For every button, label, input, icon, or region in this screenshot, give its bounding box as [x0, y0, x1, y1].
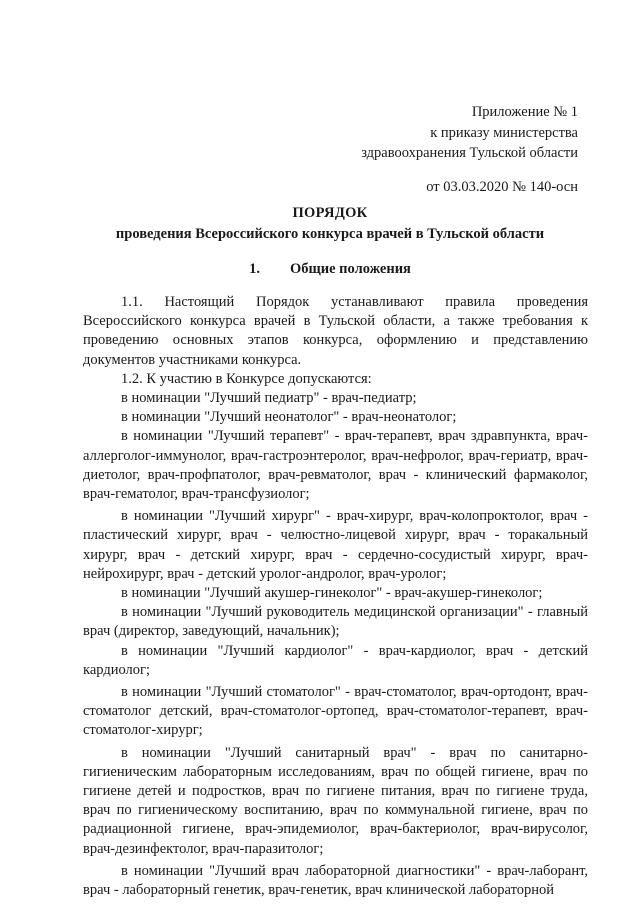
paragraph: в номинации "Лучший хирург" - врач-хирург, врач-колопроктолог, врач - пластический хирург, врач - челюстно-лицевой хирург, врач - торакальный хирург, врач - детский хирург, врач - сердечно-сосудистый хирург, врач-нейрохирург, врач - детский уролог-андролог, врач-уролог; [83, 508, 588, 582]
paragraph: в номинации "Лучший руководитель медицинской организации" - главный врач (директор, заведующий, начальник); [83, 604, 588, 640]
section-title: Общие положения [289, 261, 411, 277]
paragraph: в номинации "Лучший кардиолог" - врач-кардиолог, врач - детский кардиолог; [83, 642, 588, 678]
section-number: 1. [249, 261, 260, 277]
title-line: ПОРЯДОК [292, 205, 368, 221]
appendix-date: от 03.03.2020 № 140-осн [426, 178, 578, 195]
document-title [40, 203, 620, 244]
appendix-block [320, 102, 578, 197]
appendix-line: к приказу министерства [430, 124, 578, 141]
appendix-line: Приложение № 1 [471, 104, 578, 120]
section-heading [40, 259, 620, 279]
paragraph: в номинации "Лучший врач лабораторной диагностики" - врач-лаборант, врач - лабораторный генетик, врач-генетик, врач клинической лабораторной [83, 862, 588, 899]
appendix-line: здравоохранения Тульской области [361, 145, 578, 161]
paragraph: 1.1. Настоящий Порядок устанавливают правила проведения Всероссийского конкурса врачей в Тульской области, а также требования к проведению основных этапов конкурса, оформлению и представлению документов участниками конкурса. [83, 294, 588, 368]
paragraph: в номинации "Лучший педиатр" - врач-педиатр; [121, 390, 417, 407]
paragraph: в номинации "Лучший санитарный врач" - врач по санитарно-гигиеническим лабораторным исследованиям, врач по общей гигиене, врач по гигиене детей и подростков, врач по гигиене питания, врач по гигиене труда, врач по гигиеническому воспитанию, врач по коммунальной гигиене, врач по радиационной гигиене, врач-эпидемиолог, врач-бактериолог, врач-вирусолог, врач-дезинфектолог, врач-паразитолог; [83, 744, 588, 857]
title-subline: проведения Всероссийского конкурса врачей в Тульской области [115, 225, 545, 242]
paragraph: в номинации "Лучший стоматолог" - врач-стоматолог, врач-ортодонт, врач-стоматолог детский, врач-стоматолог-ортопед, врач-стоматолог-терапевт, врач-стоматолог-хирург; [83, 684, 588, 739]
paragraph: в номинации "Лучший акушер-гинеколог" - врач-акушер-гинеколог; [121, 585, 543, 602]
paragraph: в номинации "Лучший неонатолог" - врач-неонатолог; [121, 409, 457, 426]
paragraph: 1.2. К участию в Конкурсе допускаются: [121, 370, 372, 387]
document-body [83, 293, 588, 900]
paragraph: в номинации "Лучший терапевт" - врач-терапевт, врач здравпункта, врач-аллерголог-иммунолог, врач-гастроэнтеролог, врач-нефролог, врач-гериатр, врач-диетолог, врач-профпатолог, врач-ревматолог, врач - клинический фармаколог, врач-гематолог, врач-трансфузиолог; [83, 428, 588, 503]
